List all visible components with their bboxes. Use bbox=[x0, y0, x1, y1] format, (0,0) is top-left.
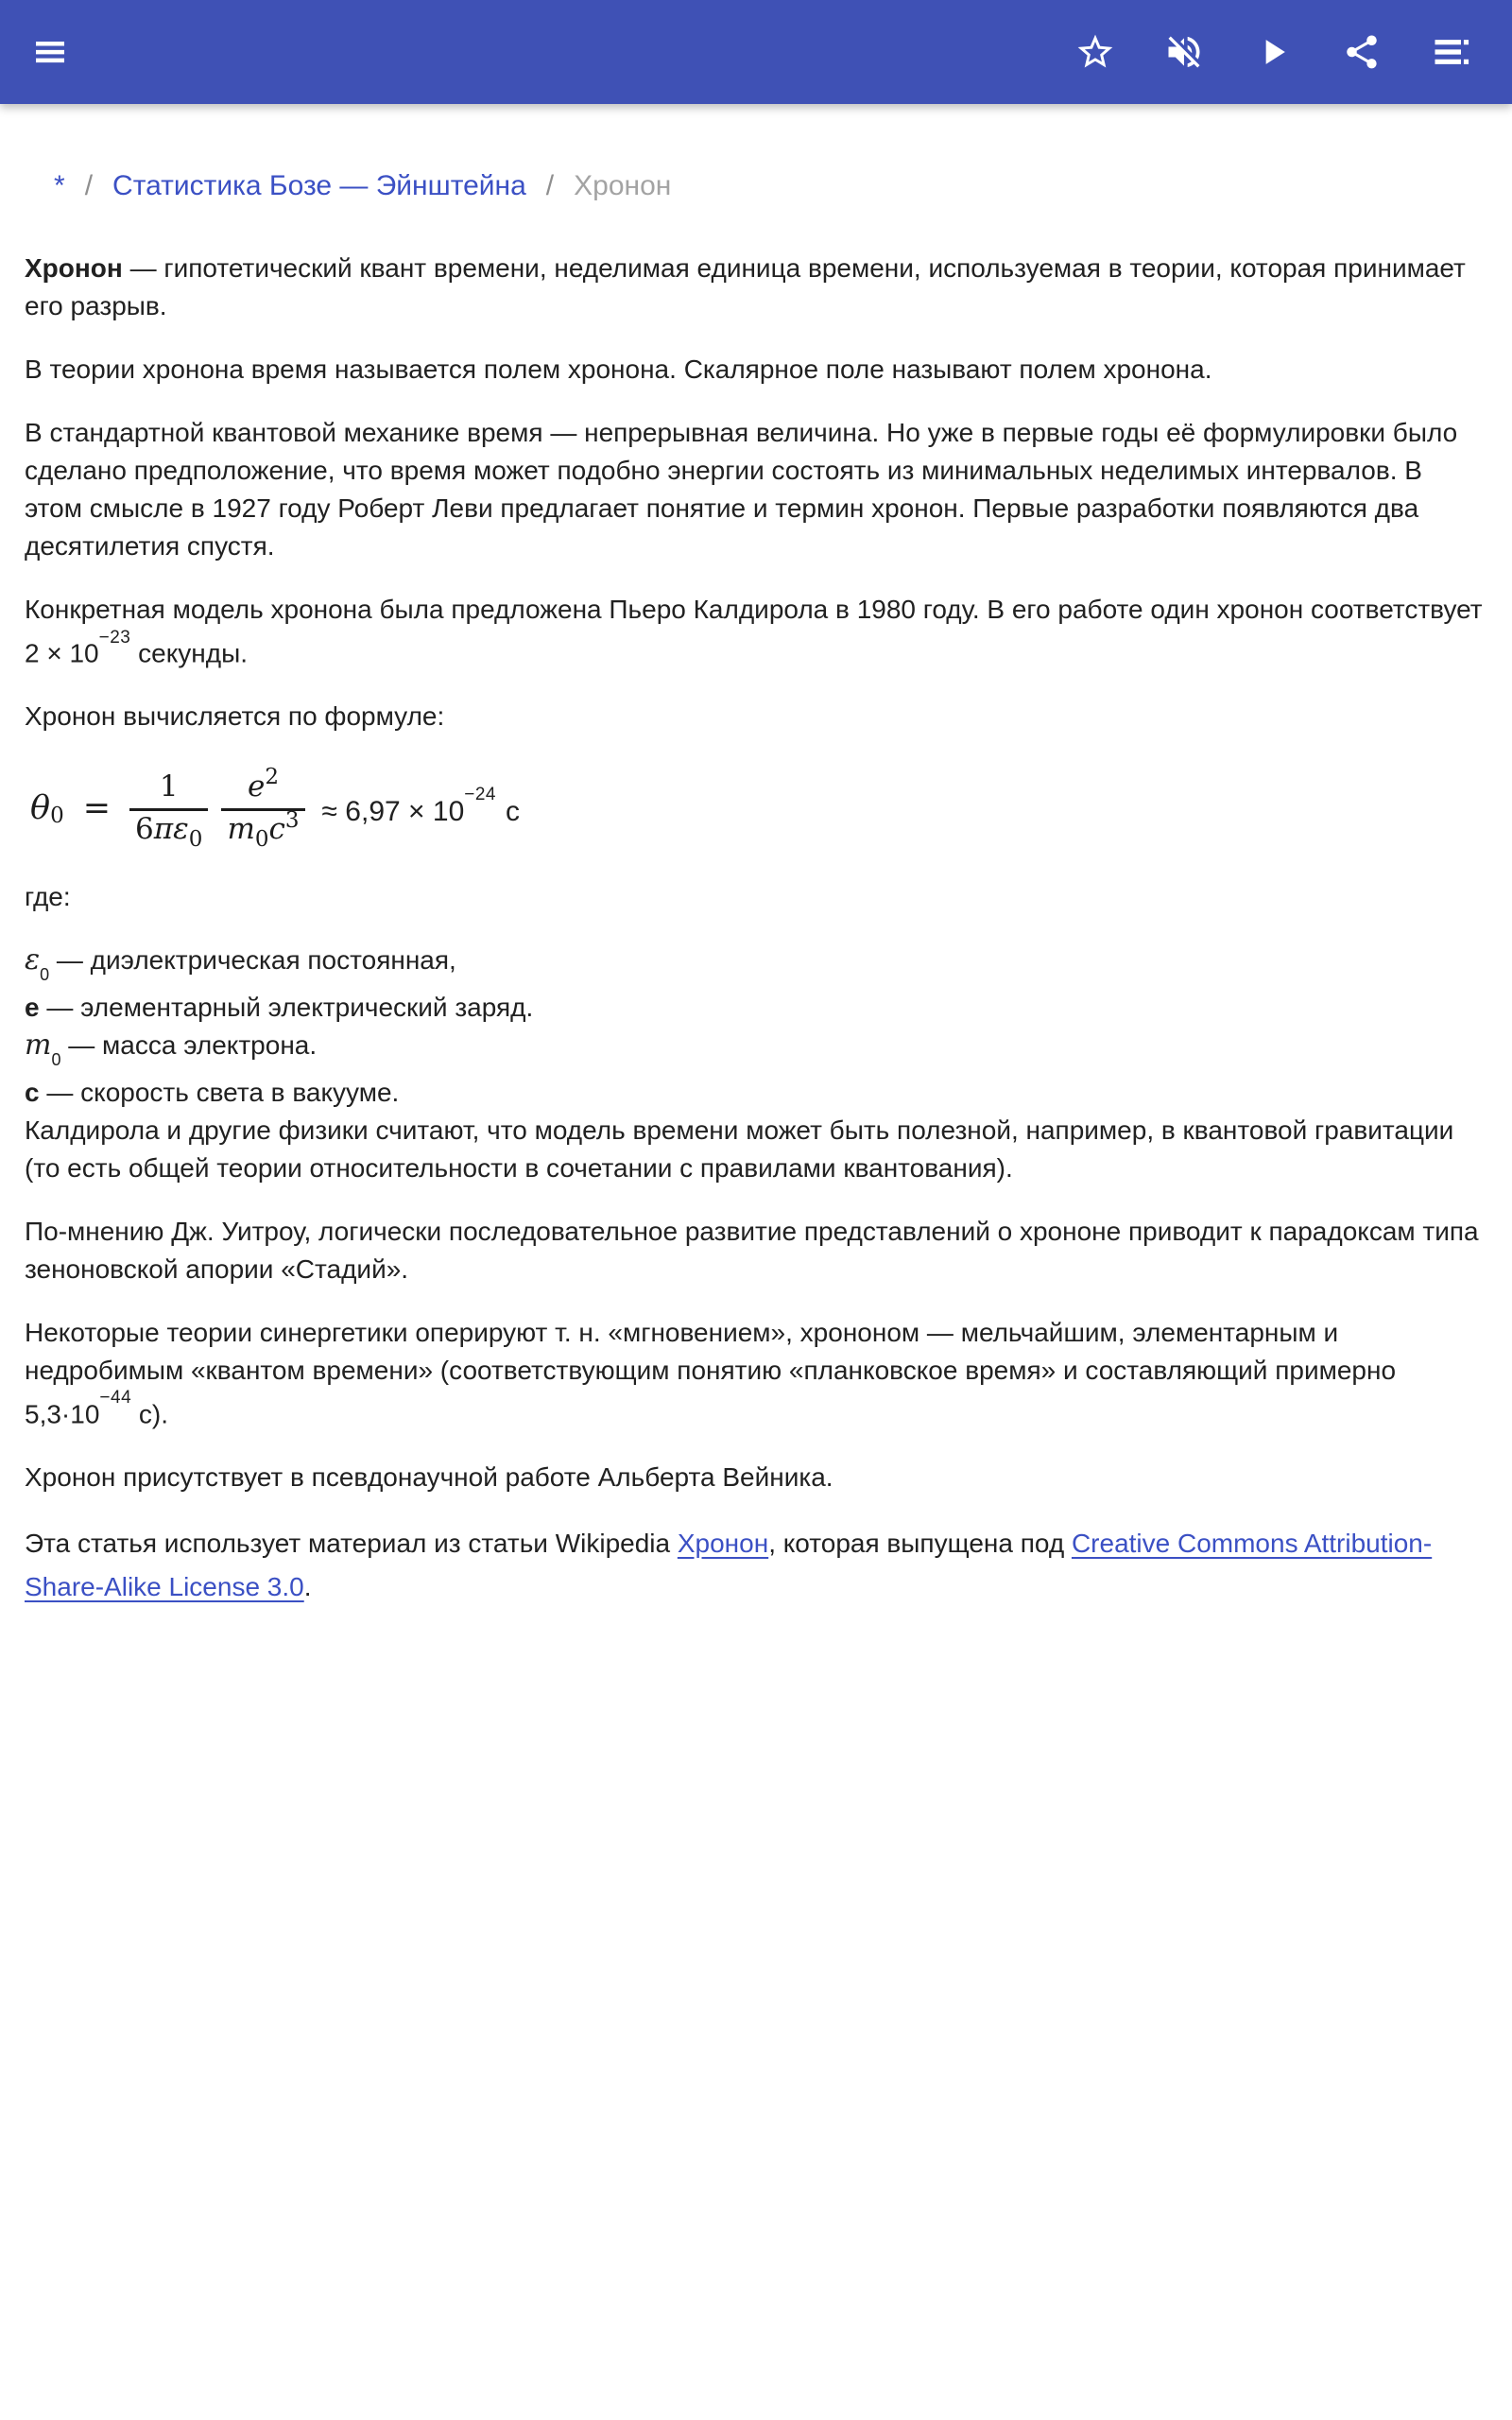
paragraph-field: В теории хронона время называется полем хронона. Скалярное поле называют полем хронона. bbox=[25, 354, 1212, 384]
breadcrumb bbox=[54, 170, 1484, 202]
toc-icon bbox=[1430, 31, 1471, 73]
term-chronon: Хронон bbox=[25, 253, 123, 283]
appbar-actions bbox=[1074, 30, 1472, 74]
paragraph-history: В стандартной квантовой механике время — непрерывная величина. Но уже в первые годы её формулировки было сделано предположение, что время может подобно энергии состоять из минимальных неделимых интервалов. В этом смысле в 1927 году Роберт Леви предлагает понятие и термин хронон. Первые разработки появляются два десятилетия спустя. bbox=[25, 418, 1458, 561]
menu-icon bbox=[31, 33, 69, 71]
paragraph-synergetics: Некоторые теории синергетики оперируют т. н. «мгновением», хрононом — мельчайшим, элементарным и недробимым «квантом времени» (соответствующим понятию «планковское время» и составляющий примерно $5,3\cdot 10^{-44}$ с). bbox=[25, 1317, 1397, 1428]
contents-button[interactable] bbox=[1429, 30, 1472, 74]
favorite-button[interactable] bbox=[1074, 30, 1117, 74]
share-icon bbox=[1342, 32, 1382, 72]
fraction-2: e $^2$ m $_0$ c $^3$ bbox=[221, 770, 304, 847]
paragraph-definition: Хронон — гипотетический квант времени, неделимая единица времени, используемая в теории, которая принимает его разрыв. bbox=[25, 253, 1466, 320]
menu-button[interactable] bbox=[28, 30, 72, 74]
app-bar bbox=[0, 0, 1512, 104]
license-note: Эта статья использует материал из статьи Wikipedia Хронон, которая выпущена под Creative Commons Attribution-Share-Alike License 3.0. bbox=[25, 1528, 1433, 1601]
exponent: −23 bbox=[98, 627, 131, 648]
cc-license-link[interactable]: Creative Commons Attribution-Share-Alike License 3.0 bbox=[25, 1528, 1433, 1601]
mute-button[interactable] bbox=[1162, 30, 1206, 74]
paragraph-caldirola-opinion: Калдирола и другие физики считают, что модель времени может быть полезной, например, в квантовой гравитации (то есть общей теории относительности в сочетании с правилами квантования). bbox=[25, 1115, 1454, 1183]
formula-theta: θ bbox=[30, 789, 51, 828]
article-body bbox=[0, 202, 1512, 1609]
chronon-formula: θ $_0$ = 1 6 πε $_0$ e $^2$ m $_0$ c $^3$ ≈ $6,97 \times 10^{-24}с$ bbox=[30, 765, 520, 853]
breadcrumb-root-link[interactable]: * bbox=[54, 170, 65, 201]
paragraph-veinik: Хронон присутствует в псевдонаучной работе Альберта Вейника. bbox=[25, 1461, 833, 1492]
definition-epsilon0: $\varepsilon_0$ — диэлектрическая постоянная, bbox=[25, 943, 456, 985]
star-icon bbox=[1074, 31, 1116, 73]
paragraph-caldirola-model: Конкретная модель хронона была предложена Пьеро Калдирола в 1980 году. В его работе один хронон соответствует $2 \times 10^{-23}$ секунды. bbox=[25, 595, 1483, 668]
breadcrumb-parent-link[interactable]: Статистика Бозе — Эйнштейна bbox=[112, 170, 526, 201]
volume-off-icon bbox=[1163, 31, 1205, 73]
definition-m0: $m_0$ — масса электрона. bbox=[25, 1028, 318, 1069]
paragraph-formula-intro: Хронон вычисляется по формуле: bbox=[25, 701, 445, 732]
exponent: −44 bbox=[99, 1388, 132, 1409]
wikipedia-article-link[interactable]: Хронон bbox=[677, 1528, 769, 1558]
breadcrumb-separator: / bbox=[545, 170, 555, 201]
symbol-definitions bbox=[25, 942, 1484, 1186]
formula-approx-value: ≈ $6,97 \times 10^{-24}с$ bbox=[321, 785, 520, 827]
equals-sign: = bbox=[82, 789, 112, 828]
fraction-bar bbox=[129, 808, 208, 811]
definition-c: c — скорость света в вакууме. bbox=[25, 1077, 400, 1107]
play-icon bbox=[1252, 31, 1294, 73]
breadcrumb-separator: / bbox=[84, 170, 94, 201]
paragraph-whitrow: По-мнению Дж. Уитроу, логически последовательное развитие представлений о хрононе приводит к парадоксам типа зеноновской апории «Стадий». bbox=[25, 1216, 1479, 1284]
breadcrumb-current-page: Хронон bbox=[574, 170, 672, 201]
play-button[interactable] bbox=[1251, 30, 1295, 74]
definition-e: e — элементарный электрический заряд. bbox=[25, 992, 534, 1022]
where-label: где: bbox=[25, 882, 71, 912]
fraction-1: 1 6 πε $_0$ bbox=[129, 770, 208, 847]
share-button[interactable] bbox=[1340, 30, 1383, 74]
